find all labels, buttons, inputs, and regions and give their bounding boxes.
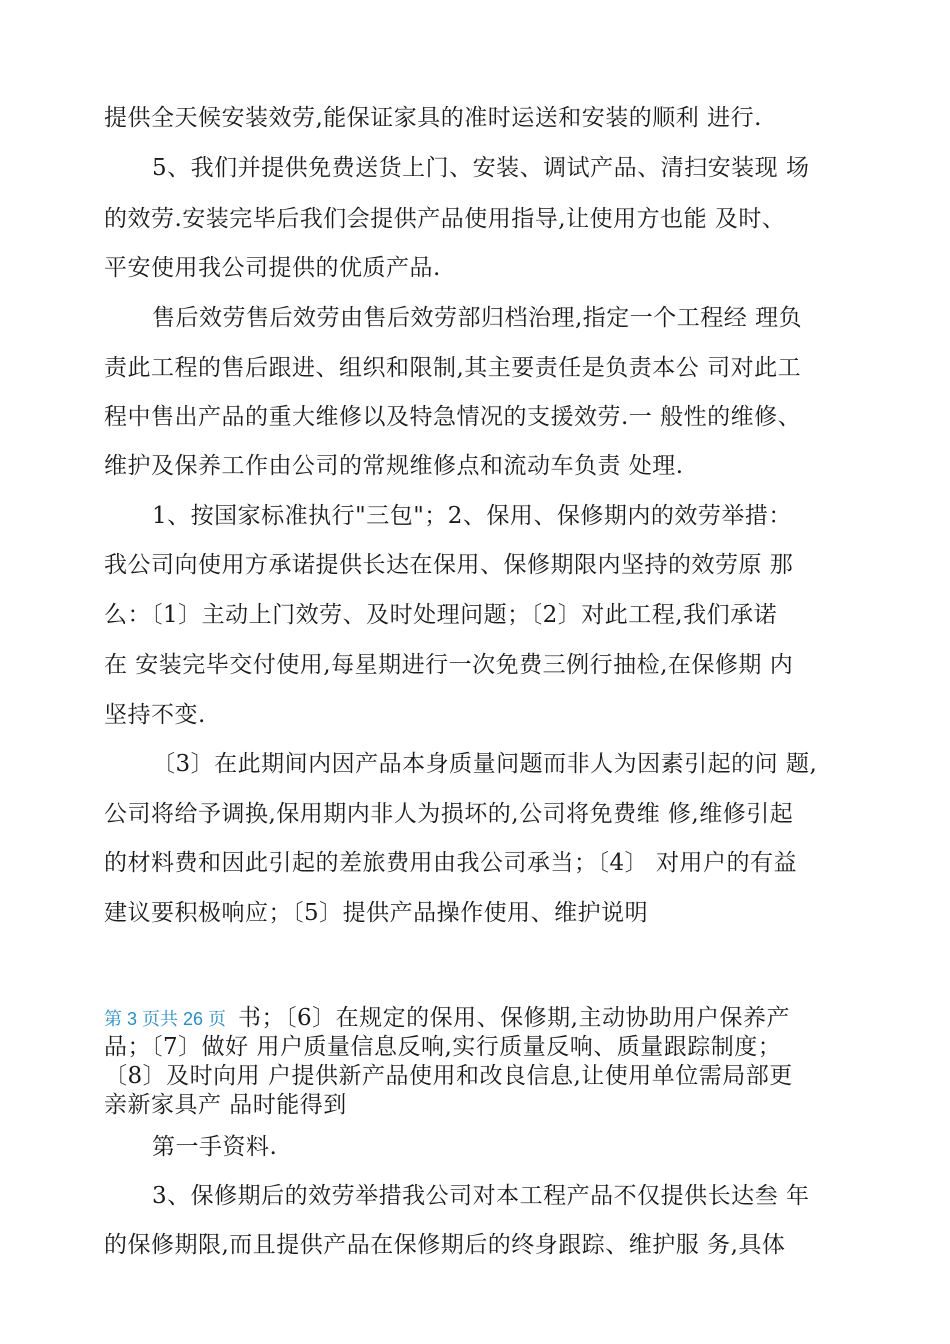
text-line: 在 安装完毕交付使用,每星期进行一次免费三例行抽检,在保修期 内 [104, 652, 794, 678]
text-line: 1、按国家标准执行"三包"；2、保用、保修期内的效劳举措： [152, 503, 792, 529]
text-line: 的效劳.安装完毕后我们会提供产品使用指导,让使用方也能 及时、 [104, 206, 786, 232]
text-line: 提供全天候安装效劳,能保证家具的准时运送和安装的顺利 进行. [104, 105, 762, 131]
text-line: 建议要积极响应；〔5〕提供产品操作使用、维护说明 [104, 900, 649, 926]
text-line: 公司将给予调换,保用期内非人为损坏的,公司将免费维 修,维修引起 [104, 801, 794, 827]
text-line: 么：〔1〕主动上门效劳、及时处理问题；〔2〕对此工程,我们承诺 [104, 602, 778, 628]
text-line: 的保修期限,而且提供产品在保修期后的终身跟踪、维护服 务,具体 [104, 1232, 786, 1258]
text-line: 亲新家具产 品时能得到 [104, 1092, 347, 1118]
text-line [104, 1005, 790, 1032]
text-line: 程中售出产品的重大维修以及特急情况的支援效劳.一 般性的维修、 [104, 404, 802, 430]
text-line: 维护及保养工作由公司的常规维修点和流动车负责 处理. [104, 453, 684, 479]
page-number-label: 第 3 页共 26 页 [104, 1009, 227, 1029]
text-line: 责此工程的售后跟进、组织和限制,其主要责任是负责本公 司对此工 [104, 355, 802, 381]
text-line: 5、我们并提供免费送货上门、安装、调试产品、清扫安装现 场 [152, 155, 810, 181]
text-line-content: 书；〔6〕在规定的保用、保修期,主动协助用户保养产 [238, 1005, 790, 1031]
text-line: 售后效劳售后效劳由售后效劳部归档治理,指定一个工程经 理负 [152, 305, 803, 331]
text-line: 平安使用我公司提供的优质产品. [104, 255, 441, 281]
text-line: 3、保修期后的效劳举措我公司对本工程产品不仅提供长达叁 年 [152, 1183, 810, 1209]
text-line: 品；〔7〕做好 用户质量信息反响,实行质量反响、质量跟踪制度； [104, 1034, 782, 1060]
text-line: 〔8〕及时向用 户提供新产品使用和改良信息,让使用单位需局部更 [104, 1063, 793, 1089]
text-line: 第一手资料. [152, 1134, 278, 1160]
text-line: 〔3〕在此期间内因产品本身质量问题而非人为因素引起的问 题, [152, 751, 818, 777]
text-line: 的材料费和因此引起的差旅费用由我公司承当；〔4〕 对用户的有益 [104, 850, 797, 876]
text-line: 坚持不变. [104, 702, 206, 728]
text-line: 我公司向使用方承诺提供长达在保用、保修期限内坚持的效劳原 那 [104, 552, 794, 578]
